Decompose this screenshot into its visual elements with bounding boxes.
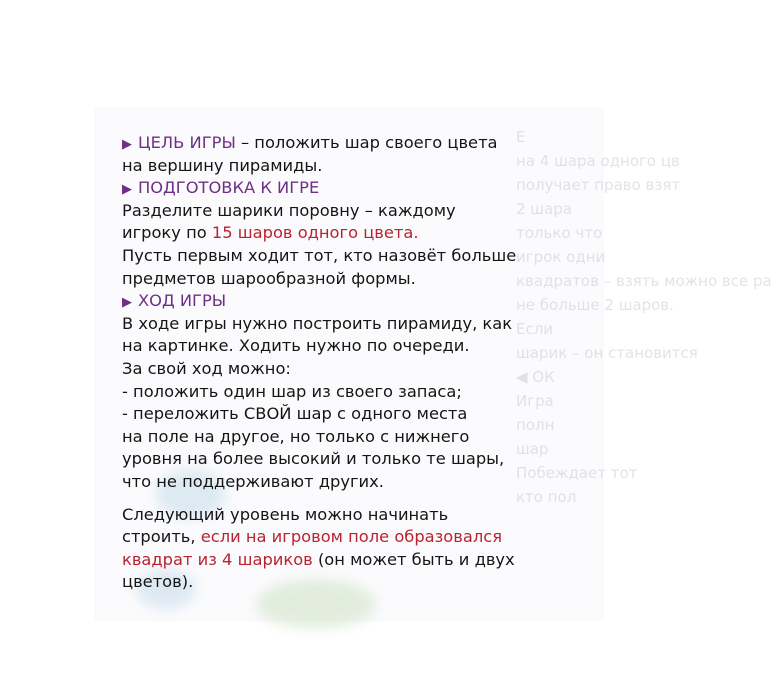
ghost-line: на 4 шара одного цв <box>516 152 680 170</box>
ghost-line: кто пол <box>516 488 577 506</box>
ghost-line: 2 шара <box>516 200 572 218</box>
prep-text: игроку по <box>122 223 212 243</box>
ghost-line: Игра <box>516 392 554 410</box>
move-heading-line <box>122 290 600 313</box>
prep-line: предметов шарообразной формы. <box>122 268 416 288</box>
ghost-line: ◀ ОК <box>516 368 555 386</box>
rules-card <box>96 109 772 619</box>
move-line: - переложить СВОЙ шар с одного места <box>122 404 468 424</box>
prep-line: Разделите шарики поровну – каждому <box>122 200 456 220</box>
next-highlight: квадрат из 4 шариков <box>122 549 313 569</box>
move-line: уровня на более высокий и только те шары, <box>122 449 505 469</box>
prep-highlight: 15 шаров одного цвета. <box>211 223 419 243</box>
next-text: строить, <box>122 527 201 547</box>
move-line: что не поддерживают других. <box>122 471 384 491</box>
goal-heading-line <box>122 132 600 155</box>
move-line: - положить один шар из своего запаса; <box>122 381 462 401</box>
ghost-line: получает право взят <box>516 176 681 194</box>
next-highlight: если на игровом поле образовался <box>200 527 502 547</box>
ghost-line: квадратов – взять можно все ра <box>516 272 772 290</box>
rules-text <box>122 132 600 594</box>
paragraph-gap <box>122 494 600 504</box>
prep-heading: ПОДГОТОВКА К ИГРЕ <box>138 178 320 198</box>
ghost-line: Если <box>516 320 554 338</box>
prep-line <box>122 222 600 245</box>
next-line: Следующий уровень можно начинать <box>122 504 449 524</box>
triangle-right-icon: ▶ <box>122 182 132 198</box>
goal-text-line: на вершину пирамиды. <box>122 155 323 175</box>
goal-text: – положить шар своего цвета <box>235 133 498 152</box>
goal-heading: ЦЕЛЬ ИГРЫ <box>138 133 236 152</box>
ghost-line: шарик – он становится <box>516 344 698 362</box>
ghost-line: шар <box>516 440 549 458</box>
ghost-line: Побеждает тот <box>516 464 638 482</box>
ghost-line: только что <box>516 224 603 242</box>
ghost-line: полн <box>516 416 555 434</box>
prep-line: Пусть первым ходит тот, кто назовёт больше <box>122 245 517 265</box>
ghost-line: игрок одни <box>516 248 606 266</box>
prep-heading-line <box>122 177 600 200</box>
move-line: на поле на другое, но только с нижнего <box>122 426 470 446</box>
next-line <box>122 526 600 549</box>
move-line: на картинке. Ходить нужно по очереди. <box>122 336 470 356</box>
move-heading: ХОД ИГРЫ <box>138 291 227 311</box>
next-text: (он может быть и двух <box>312 549 515 569</box>
ghost-line: не больше 2 шаров. <box>516 296 674 314</box>
next-line <box>122 549 600 572</box>
move-line: В ходе игры нужно построить пирамиду, как <box>122 313 513 333</box>
triangle-right-icon: ▶ <box>122 295 132 311</box>
move-line: За свой ход можно: <box>122 358 291 378</box>
next-line: цветов). <box>122 572 194 592</box>
triangle-right-icon: ▶ <box>122 137 132 152</box>
ghost-line: Е <box>516 128 526 146</box>
